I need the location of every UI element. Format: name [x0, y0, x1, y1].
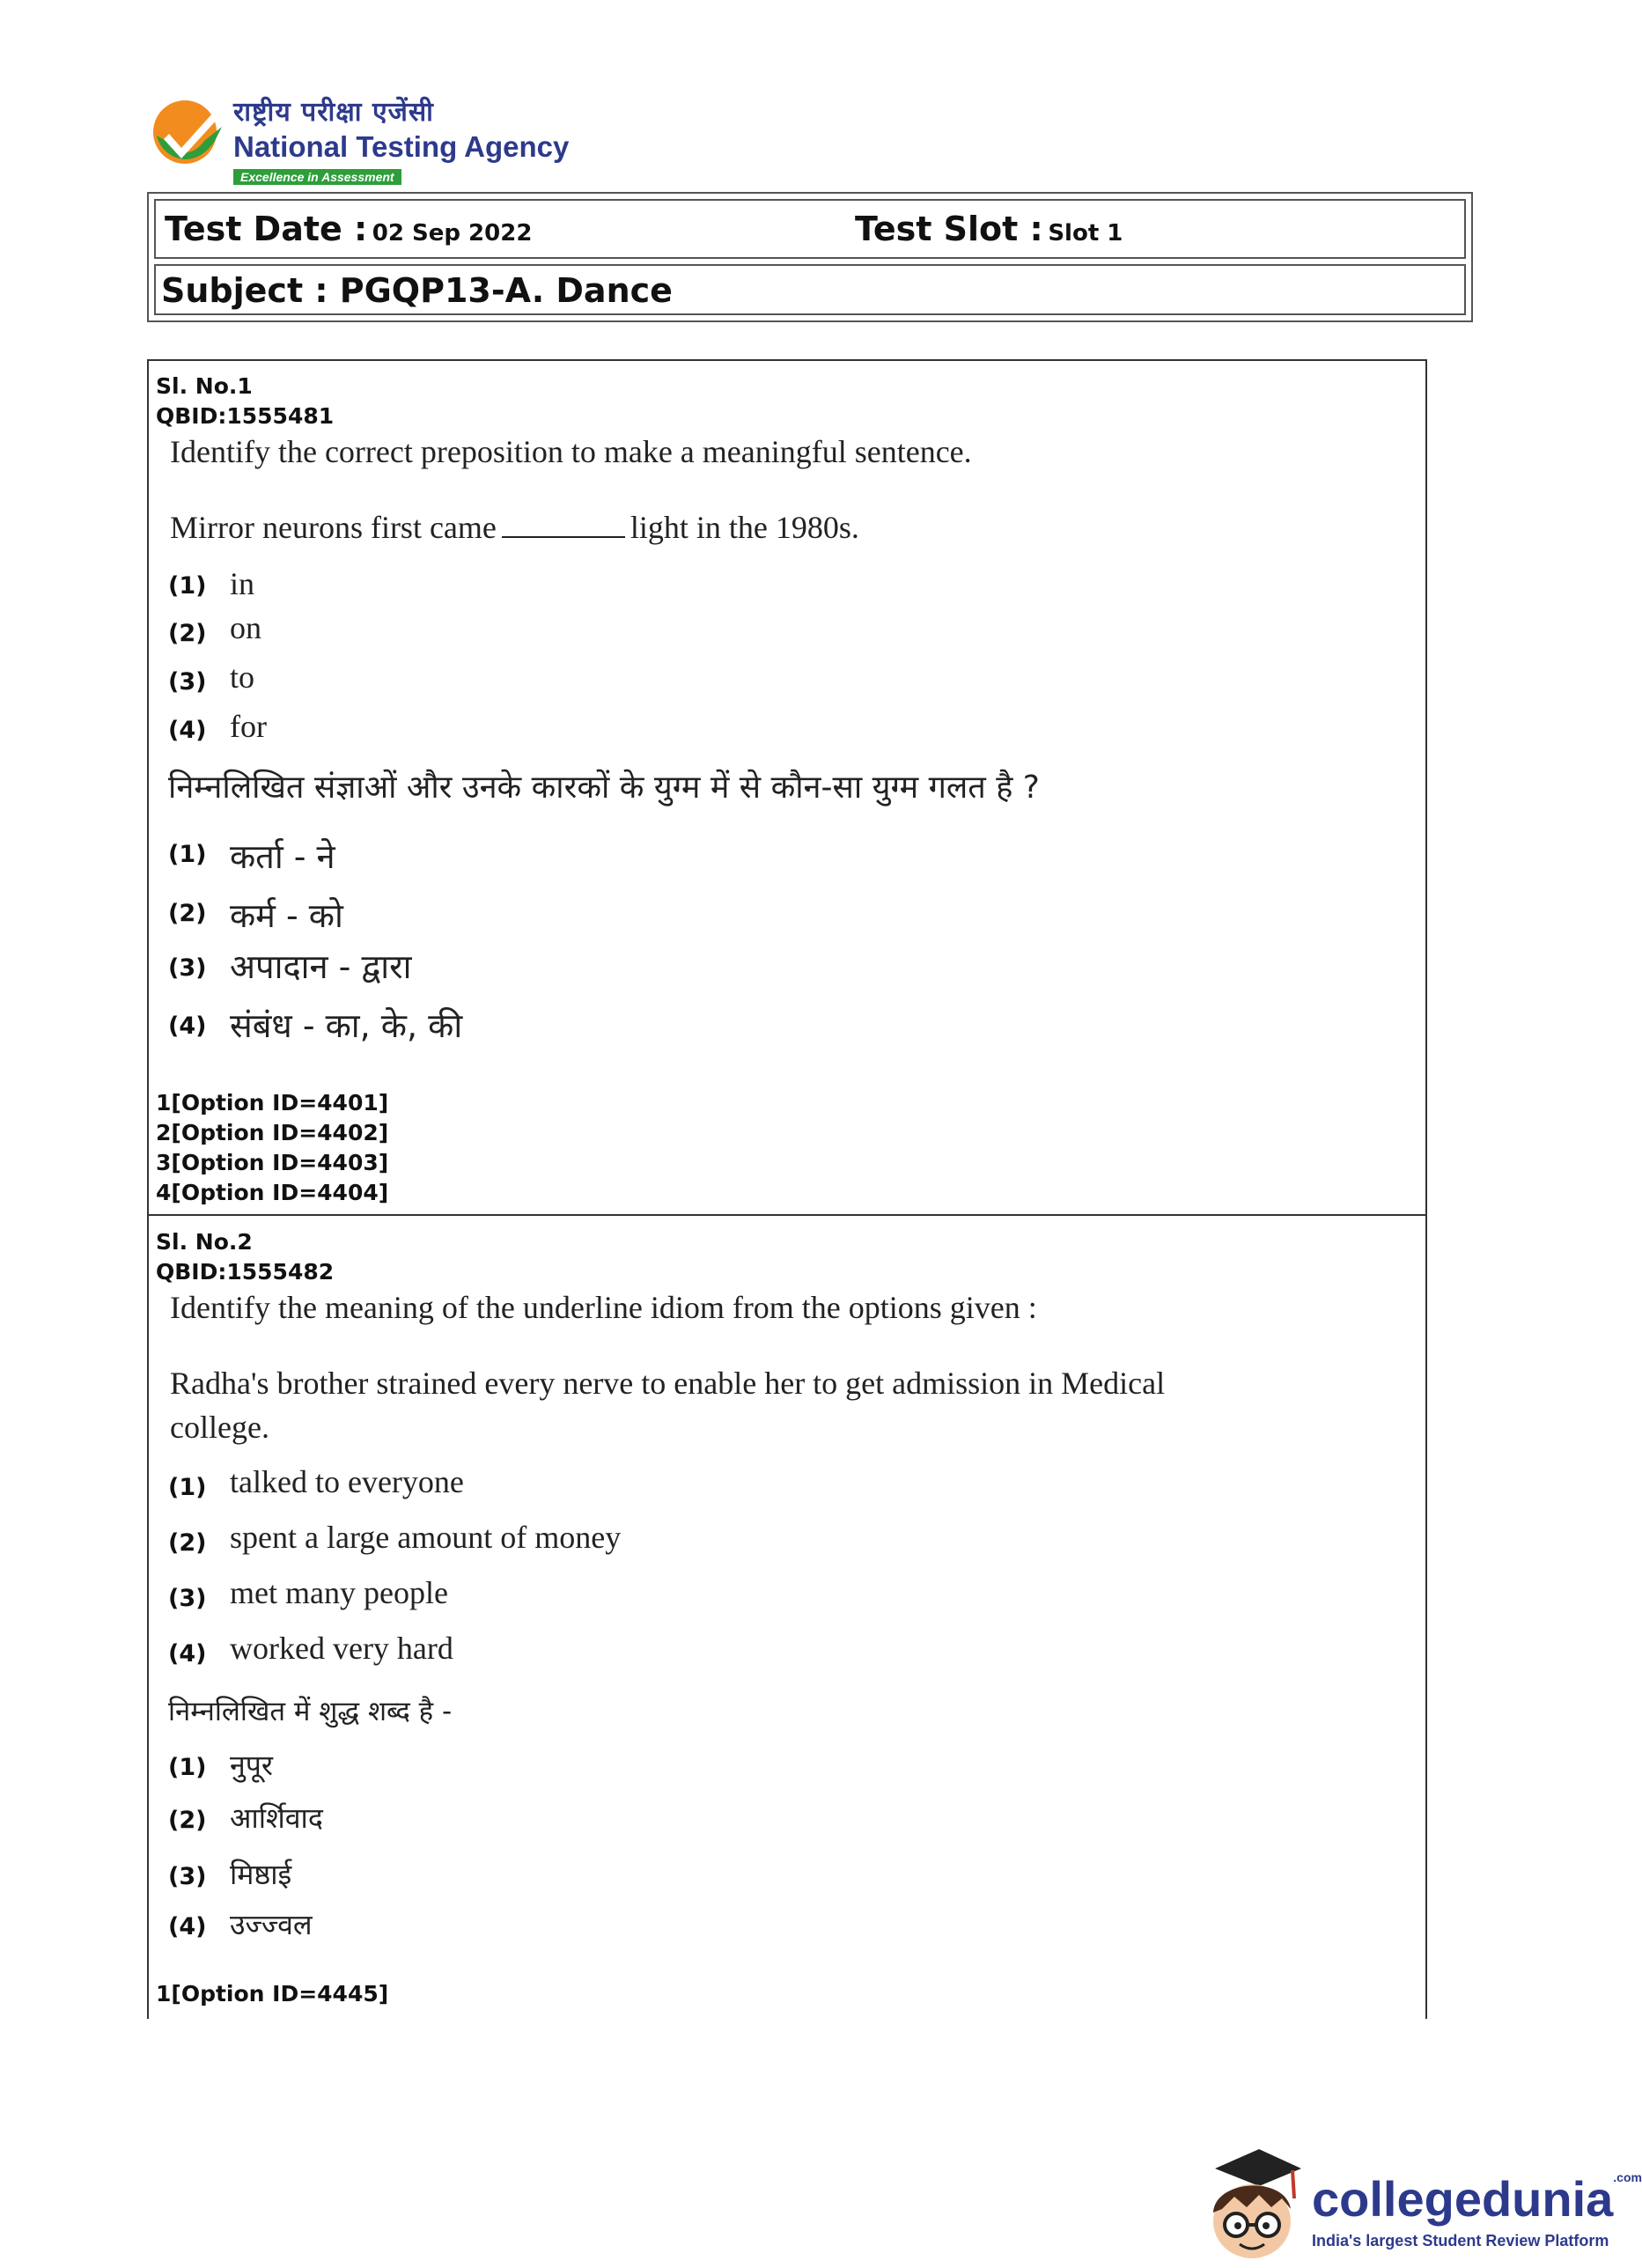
q1-sentence-part-a: Mirror neurons first came — [170, 510, 497, 545]
collegedunia-brand-suffix: .com — [1613, 2170, 1642, 2184]
q2-hindi-option-3-text: मिष्ठाई — [230, 1858, 292, 1891]
q2-hindi-question: निम्नलिखित में शुद्ध शब्द है - — [168, 1696, 453, 1727]
test-date-value: 02 Sep 2022 — [372, 220, 533, 247]
test-slot-value: Slot 1 — [1048, 220, 1123, 247]
subject-row — [154, 264, 1466, 315]
q1-hindi-option-3-text: अपादान - द्वारा — [230, 947, 412, 986]
agency-english-name: National Testing Agency — [233, 130, 570, 163]
q2-option-3-number: (3) — [168, 1585, 207, 1612]
q1-option-1-number: (1) — [168, 572, 207, 600]
q2-option-id-1: 1[Option ID=4445] — [156, 1981, 389, 2007]
q1-hindi-option-2-text: कर्म - को — [230, 896, 343, 935]
q2-instruction: Identify the meaning of the underline idiom from the options given : — [170, 1290, 1037, 1325]
q1-option-id-2: 2[Option ID=4402] — [156, 1120, 389, 1145]
q2-hindi-option-1-number: (1) — [168, 1754, 207, 1781]
q1-sentence — [170, 509, 859, 546]
q1-option-4-text: for — [230, 709, 267, 744]
q1-hindi-question: निम्नलिखित संज्ञाओं और उनके कारकों के युग्म में से कौन-सा युग्म गलत है ? — [168, 770, 1040, 806]
q2-hindi-option-1-text: नुपूर — [230, 1749, 274, 1782]
q2-hindi-option-4-text: उज्ज्वल — [230, 1908, 313, 1941]
collegedunia-brand-name: collegedunia — [1312, 2171, 1614, 2227]
q1-hindi-option-1-text: कर्ता - ने — [230, 837, 335, 876]
q1-option-1-text: in — [230, 566, 255, 601]
agency-hindi-name: राष्ट्रीय परीक्षा एजेंसी — [233, 97, 434, 128]
agency-tagline: Excellence in Assessment — [233, 169, 401, 185]
test-slot-label: Test Slot : — [855, 210, 1043, 248]
q2-option-2-text: spent a large amount of money — [230, 1520, 622, 1555]
q2-qbid: QBID:1555482 — [156, 1259, 335, 1285]
test-slot — [855, 210, 1123, 248]
q1-hindi-option-1-number: (1) — [168, 841, 207, 868]
q2-option-4-number: (4) — [168, 1640, 207, 1668]
q1-hindi-option-4-number: (4) — [168, 1012, 207, 1040]
q1-option-id-3: 3[Option ID=4403] — [156, 1150, 389, 1175]
q1-option-2-text: on — [230, 610, 261, 645]
test-date — [165, 210, 532, 248]
q1-qbid: QBID:1555481 — [156, 403, 335, 429]
q2-option-2-number: (2) — [168, 1529, 207, 1557]
q1-hindi-option-3-number: (3) — [168, 954, 207, 982]
q1-instruction: Identify the correct preposition to make a meaningful sentence. — [170, 434, 972, 469]
q1-option-4-number: (4) — [168, 717, 207, 744]
q1-option-3-text: to — [230, 659, 255, 695]
q1-option-2-number: (2) — [168, 620, 207, 647]
q1-sl-no: Sl. No.1 — [156, 373, 253, 399]
subject-title: Subject : PGQP13-A. Dance — [161, 271, 673, 310]
q2-option-4-text: worked very hard — [230, 1631, 453, 1666]
q2-sl-no: Sl. No.2 — [156, 1229, 253, 1255]
q2-hindi-option-2-text: आर्शिवाद — [230, 1801, 323, 1835]
graduate-mascot-icon — [1197, 2144, 1307, 2263]
question-panel — [147, 359, 1427, 2019]
q2-hindi-option-3-number: (3) — [168, 1863, 207, 1890]
test-date-label: Test Date : — [165, 210, 368, 248]
nta-check-icon — [150, 97, 225, 173]
collegedunia-brand — [1312, 2170, 1642, 2228]
test-header — [147, 192, 1473, 322]
q1-sentence-part-b: light in the 1980s. — [630, 510, 859, 545]
q2-option-1-text: talked to everyone — [230, 1464, 464, 1499]
q1-option-id-4: 4[Option ID=4404] — [156, 1180, 389, 1205]
q2-option-1-number: (1) — [168, 1474, 207, 1501]
collegedunia-logo — [1197, 2144, 1642, 2263]
collegedunia-tagline: India's largest Student Review Platform — [1312, 2232, 1609, 2250]
test-info-row — [154, 199, 1466, 259]
nta-logo — [150, 92, 607, 185]
q1-hindi-option-2-number: (2) — [168, 900, 207, 927]
q1-hindi-option-4-text: संबंध - का, के, की — [230, 1006, 463, 1045]
q2-sentence-line-1: Radha's brother strained every nerve to enable her to get admission in Medical — [170, 1366, 1166, 1401]
q1-option-id-1: 1[Option ID=4401] — [156, 1090, 389, 1116]
q1-option-3-number: (3) — [168, 668, 207, 696]
q2-hindi-option-4-number: (4) — [168, 1913, 207, 1940]
q2-sentence-line-2: college. — [170, 1410, 269, 1445]
q2-option-3-text: met many people — [230, 1575, 448, 1610]
question-divider — [149, 1214, 1425, 1216]
q1-blank — [502, 513, 625, 538]
q2-hindi-option-2-number: (2) — [168, 1807, 207, 1834]
